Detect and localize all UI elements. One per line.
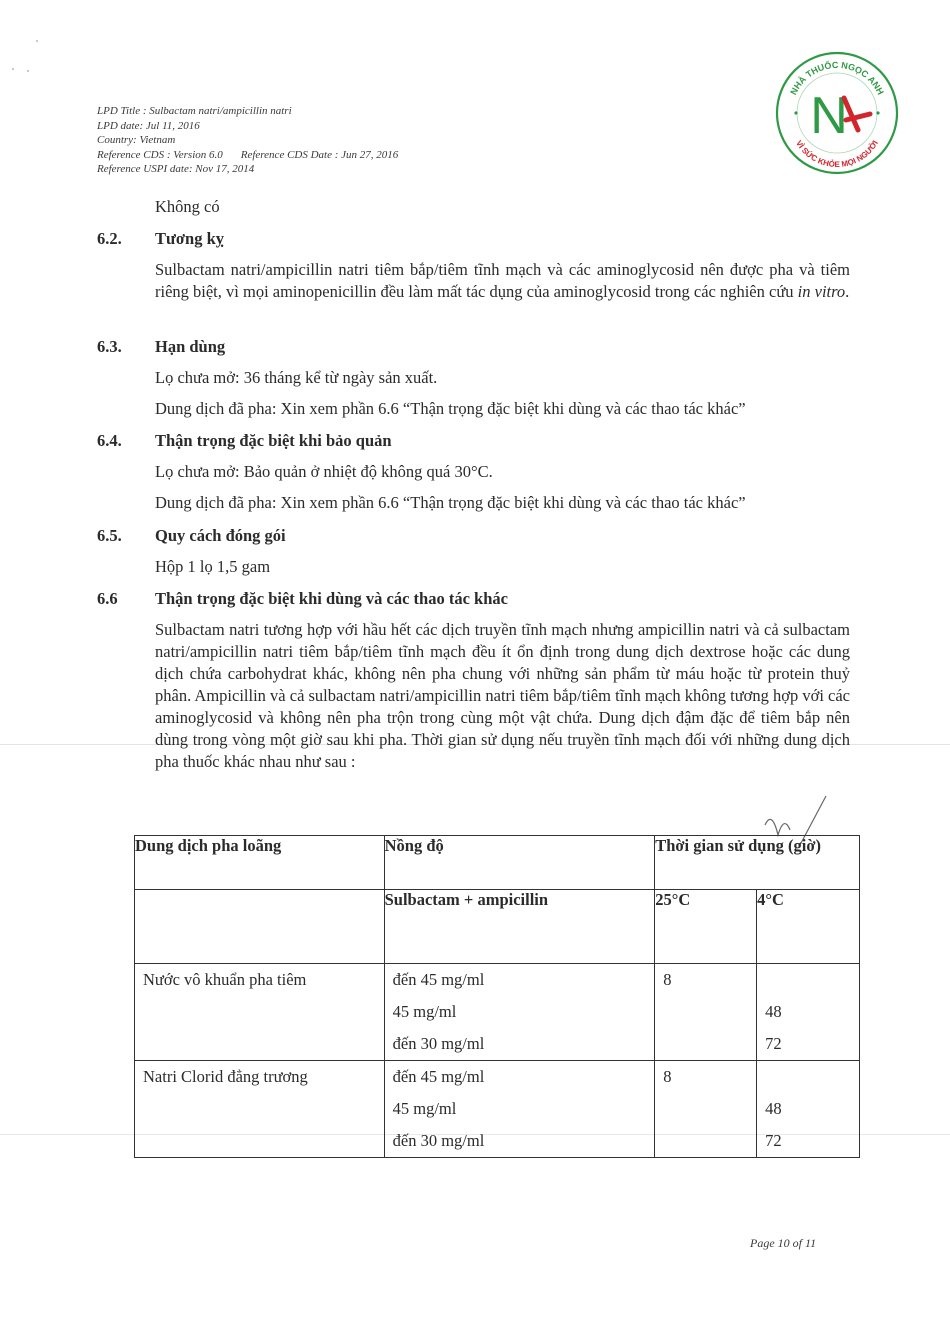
section-6-4-line-2: Dung dịch đã pha: Xin xem phần 6.6 “Thận trọng đặc biệt khi dùng và các thao tác khác” <box>155 493 746 512</box>
header-concentration: Nồng độ <box>384 836 655 890</box>
logo-bottom-text: VÌ SỨC KHỎE MỌI NGƯỜI <box>794 138 880 170</box>
lpd-date: LPD date: Jul 11, 2016 <box>97 119 200 132</box>
section-number-6-3: 6.3. <box>97 337 122 356</box>
document-header <box>97 104 398 177</box>
stability-table <box>134 835 860 1158</box>
logo-dot-right <box>876 111 879 114</box>
row-2-time-25c: 8 <box>655 1061 757 1158</box>
section-number-6-4: 6.4. <box>97 431 122 450</box>
header-usage-time: Thời gian sử dụng (giờ) <box>655 836 860 890</box>
logo-letter-n: N <box>810 87 848 145</box>
section-title-6-2: Tương kỵ <box>155 229 225 248</box>
row-1-time-25c: 8 <box>655 964 757 1061</box>
logo-top-text: NHÀ THUỐC NGỌC ANH <box>788 59 886 97</box>
row-1-time-4c: 48 72 <box>757 964 860 1061</box>
section-title-6-6: Thận trọng đặc biệt khi dùng và các thao tác khác <box>155 589 508 608</box>
subheader-25c: 25°C <box>655 890 757 964</box>
section-6-5-line-1: Hộp 1 lọ 1,5 gam <box>155 557 271 576</box>
section-6-4-line-1: Lọ chưa mở: Bảo quản ở nhiệt độ không quá 30°C. <box>155 462 493 481</box>
row-1-diluent: Nước vô khuẩn pha tiêm <box>135 964 385 1061</box>
country: Country: Vietnam <box>97 134 176 147</box>
table-header-row <box>135 836 860 890</box>
ref-uspi-date: Reference USPI date: Nov 17, 2014 <box>97 163 255 176</box>
row-2-diluent: Natri Clorid đẳng trương <box>135 1061 385 1158</box>
scan-speck <box>36 40 38 42</box>
section-title-6-3: Hạn dùng <box>155 337 226 356</box>
scan-speck <box>27 70 29 72</box>
section-number-6-2: 6.2. <box>97 229 122 248</box>
section-text-6-2: Sulbactam natri/ampicillin natri tiêm bắp/tiêm tĩnh mạch và các aminoglycosid nên được pha và tiêm riêng biệt, vì mọi aminopenicillin đều làm mất tác dụng của aminoglycosid trong các nghiên cứu in vitro. <box>155 260 850 301</box>
section-text-6-6: Sulbactam natri tương hợp với hầu hết các dịch truyền tĩnh mạch nhưng ampicillin natri và cả sulbactam natri/ampicillin natri tiêm bắp/tiêm tĩnh mạch đều ít ổn định trong dung dịch dextrose hoặc các dung dịch chứa carbohydrat khác, không nên pha chung với những sản phẩm từ máu hoặc từ protein thuỷ phân. Ampicillin và cả sulbactam natri/ampicillin natri tiêm bắp/tiêm tĩnh mạch không tương hợp với các aminoglycosid và không nên pha trộn trong cùng một vật chứa. Dung dịch đậm đặc để tiêm bắp nên dùng trong vòng một giờ sau khi pha. Thời gian sử dụng nếu truyền tĩnh mạch đối với những dung dịch pha thuốc khác nhau như sau : <box>155 620 850 771</box>
row-1-concentration: đến 45 mg/ml 45 mg/ml đến 30 mg/ml <box>384 964 655 1061</box>
pharmacy-logo <box>774 50 900 176</box>
ref-cds-version: Reference CDS : Version 6.0 <box>97 148 223 161</box>
scan-speck <box>12 68 14 70</box>
logo-cross-mark <box>844 98 870 130</box>
ref-cds-date: Reference CDS Date : Jun 27, 2016 <box>240 148 399 161</box>
table-subheader-row <box>135 890 860 964</box>
reference-cds-line <box>97 148 398 163</box>
section-6-3-line-1: Lọ chưa mở: 36 tháng kể từ ngày sản xuất. <box>155 368 438 387</box>
row-2-concentration: đến 45 mg/ml 45 mg/ml đến 30 mg/ml <box>384 1061 655 1158</box>
lpd-title: LPD Title : Sulbactam natri/ampicillin natri <box>97 105 292 117</box>
subheader-concentration: Sulbactam + ampicillin <box>384 890 655 964</box>
section-title-6-4: Thận trọng đặc biệt khi bảo quản <box>155 431 392 450</box>
page-number: Page 10 of 11 <box>750 1236 817 1250</box>
section-number-6-6: 6.6 <box>97 589 118 608</box>
subheader-empty <box>135 890 385 964</box>
table-row <box>135 1061 860 1158</box>
section-title-6-5: Quy cách đóng gói <box>155 526 286 545</box>
section-6-3-line-2: Dung dịch đã pha: Xin xem phần 6.6 “Thận trọng đặc biệt khi dùng và các thao tác khác” <box>155 399 746 418</box>
header-diluent: Dung dịch pha loãng <box>135 836 385 890</box>
subheader-4c: 4°C <box>757 890 860 964</box>
intro-text: Không có <box>155 197 220 216</box>
section-number-6-5: 6.5. <box>97 526 122 545</box>
table-row <box>135 964 860 1061</box>
row-2-time-4c: 48 72 <box>757 1061 860 1158</box>
logo-dot-left <box>794 111 797 114</box>
